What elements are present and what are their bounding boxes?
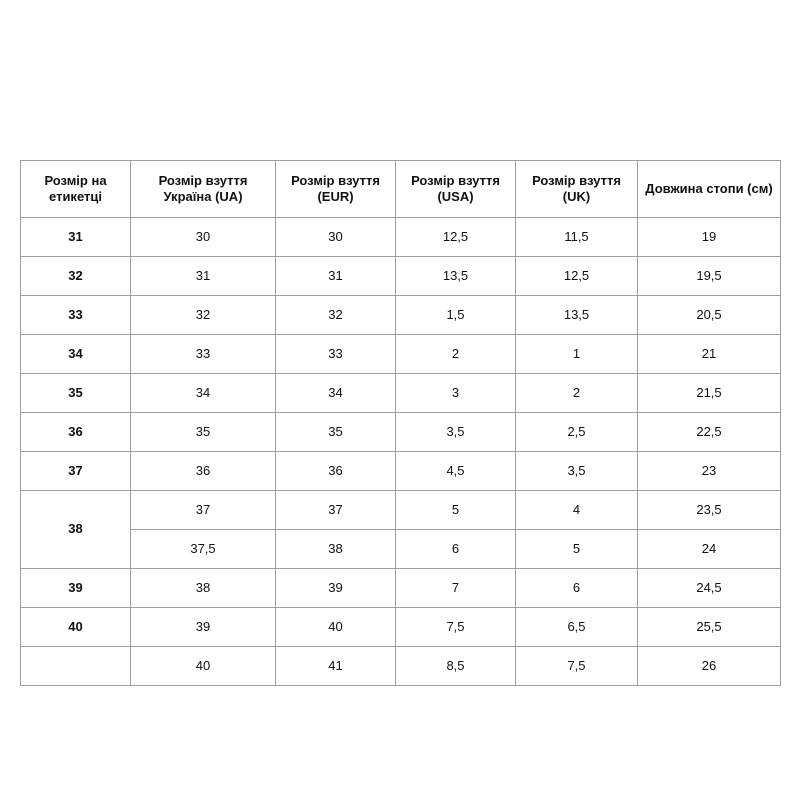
cell-foot-length: 24,5 [638, 569, 781, 608]
cell-ua-size: 36 [131, 452, 276, 491]
cell-usa-size: 8,5 [396, 647, 516, 686]
cell-eur-size: 35 [276, 413, 396, 452]
table-row [21, 608, 781, 647]
column-header-uk-size: Розмір взуття (UK) [516, 161, 638, 218]
cell-uk-size: 1 [516, 335, 638, 374]
table-row [21, 296, 781, 335]
cell-uk-size: 6,5 [516, 608, 638, 647]
cell-foot-length: 24 [638, 530, 781, 569]
cell-eur-size: 30 [276, 218, 396, 257]
cell-eur-size: 38 [276, 530, 396, 569]
cell-label-size: 36 [21, 413, 131, 452]
table-row [21, 569, 781, 608]
table-row [21, 647, 781, 686]
table-row [21, 491, 781, 530]
column-header-foot-length: Довжина стопи (см) [638, 161, 781, 218]
cell-usa-size: 7 [396, 569, 516, 608]
column-header-ua-size: Розмір взуття Україна (UA) [131, 161, 276, 218]
cell-label-size: 31 [21, 218, 131, 257]
cell-uk-size: 5 [516, 530, 638, 569]
cell-label-size: 34 [21, 335, 131, 374]
cell-foot-length: 21 [638, 335, 781, 374]
table-row [21, 413, 781, 452]
cell-eur-size: 40 [276, 608, 396, 647]
cell-ua-size: 31 [131, 257, 276, 296]
cell-foot-length: 22,5 [638, 413, 781, 452]
cell-label-size [21, 647, 131, 686]
cell-uk-size: 2,5 [516, 413, 638, 452]
cell-foot-length: 21,5 [638, 374, 781, 413]
cell-ua-size: 39 [131, 608, 276, 647]
table-row [21, 452, 781, 491]
cell-foot-length: 23,5 [638, 491, 781, 530]
shoe-size-table [20, 160, 781, 686]
cell-label-size: 39 [21, 569, 131, 608]
table-header [21, 161, 781, 218]
cell-ua-size: 38 [131, 569, 276, 608]
column-header-label-size: Розмір на етикетці [21, 161, 131, 218]
cell-usa-size: 4,5 [396, 452, 516, 491]
cell-eur-size: 34 [276, 374, 396, 413]
cell-label-size: 37 [21, 452, 131, 491]
cell-ua-size: 35 [131, 413, 276, 452]
cell-usa-size: 6 [396, 530, 516, 569]
table-row [21, 530, 781, 569]
cell-ua-size: 37,5 [131, 530, 276, 569]
table-row [21, 257, 781, 296]
cell-eur-size: 39 [276, 569, 396, 608]
cell-eur-size: 31 [276, 257, 396, 296]
cell-usa-size: 7,5 [396, 608, 516, 647]
cell-uk-size: 13,5 [516, 296, 638, 335]
column-header-usa-size: Розмір взуття (USA) [396, 161, 516, 218]
cell-uk-size: 7,5 [516, 647, 638, 686]
cell-eur-size: 36 [276, 452, 396, 491]
cell-uk-size: 11,5 [516, 218, 638, 257]
cell-label-size: 33 [21, 296, 131, 335]
table-body [21, 218, 781, 686]
cell-label-size: 35 [21, 374, 131, 413]
cell-uk-size: 12,5 [516, 257, 638, 296]
table-row [21, 374, 781, 413]
cell-usa-size: 3 [396, 374, 516, 413]
cell-ua-size: 40 [131, 647, 276, 686]
cell-ua-size: 33 [131, 335, 276, 374]
cell-foot-length: 19,5 [638, 257, 781, 296]
cell-usa-size: 12,5 [396, 218, 516, 257]
table-row [21, 335, 781, 374]
cell-eur-size: 33 [276, 335, 396, 374]
cell-usa-size: 2 [396, 335, 516, 374]
cell-label-size: 38 [21, 491, 131, 569]
cell-eur-size: 41 [276, 647, 396, 686]
cell-ua-size: 34 [131, 374, 276, 413]
cell-usa-size: 3,5 [396, 413, 516, 452]
cell-ua-size: 32 [131, 296, 276, 335]
cell-eur-size: 32 [276, 296, 396, 335]
cell-uk-size: 2 [516, 374, 638, 413]
cell-usa-size: 1,5 [396, 296, 516, 335]
column-header-eur-size: Розмір взуття (EUR) [276, 161, 396, 218]
cell-foot-length: 26 [638, 647, 781, 686]
cell-foot-length: 23 [638, 452, 781, 491]
size-table-container [20, 160, 780, 686]
cell-label-size: 32 [21, 257, 131, 296]
cell-usa-size: 5 [396, 491, 516, 530]
cell-foot-length: 20,5 [638, 296, 781, 335]
cell-eur-size: 37 [276, 491, 396, 530]
cell-label-size: 40 [21, 608, 131, 647]
table-header-row [21, 161, 781, 218]
cell-ua-size: 30 [131, 218, 276, 257]
cell-foot-length: 19 [638, 218, 781, 257]
cell-usa-size: 13,5 [396, 257, 516, 296]
cell-uk-size: 3,5 [516, 452, 638, 491]
cell-uk-size: 6 [516, 569, 638, 608]
cell-foot-length: 25,5 [638, 608, 781, 647]
cell-ua-size: 37 [131, 491, 276, 530]
cell-uk-size: 4 [516, 491, 638, 530]
table-row [21, 218, 781, 257]
